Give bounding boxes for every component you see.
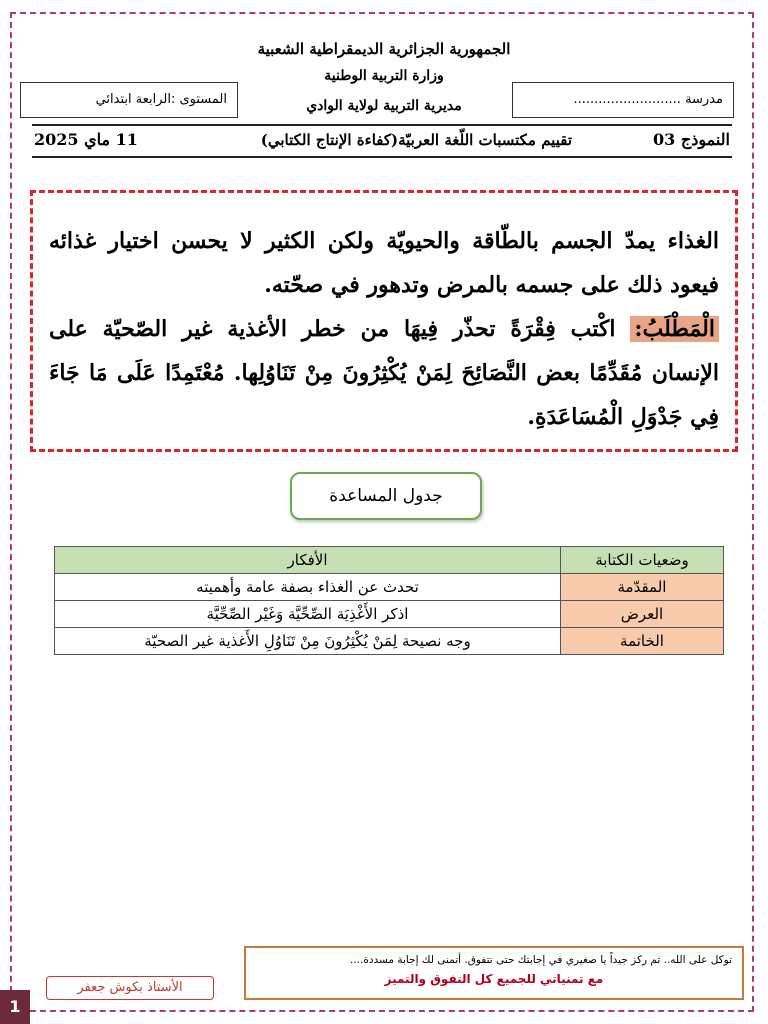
- encouragement-line: توكل على الله.. ثم ركز جيداً يا صغيري في إجابتك حتى تتفوق. أتمنى لك إجابة مسددة....: [349, 954, 732, 966]
- wishes-line: مع تمنياتي للجميع كل التفوق والتميز: [384, 972, 604, 986]
- requirement-text: اكْتب فِقْرَةً تحذّر فِيهَا من خطر الأغذية غير الصّحيّة على الإنسان مُقَدِّمًا بعض النَّصَائِحَ لِمَنْ يُكْثِرُونَ مِنْ تَنَاوُلِها. مُعْتَمِدًا عَلَى مَا جَاءَ فِي جَدْوَلِ الْمُسَاعَدَةِ.: [49, 316, 719, 430]
- requirement-label: الْمَطْلَبُ:: [630, 316, 719, 342]
- help-table-title: جدول المساعدة: [290, 472, 482, 520]
- school-field: مدرسة ..........................: [512, 82, 734, 118]
- table-row: [55, 601, 724, 628]
- directorate-heading: مديرية التربية لولاية الوادي: [306, 98, 462, 114]
- task-requirement: [49, 307, 719, 439]
- idea-cell: وجه نصيحة لِمَنْ يُكْثِرُونَ مِنْ تَنَاوُلِ الأَغذية غير الصحيّة: [55, 628, 561, 655]
- situation-cell: المقدّمة: [561, 574, 724, 601]
- header-situations: وضعيات الكتابة: [561, 547, 724, 574]
- title-row: [32, 126, 732, 156]
- title-bottom-rule: [32, 156, 732, 158]
- teacher-name: الأستاذ بكوش جعفر: [46, 976, 214, 1000]
- idea-cell: تحدث عن الغذاء بصفة عامة وأهميته: [55, 574, 561, 601]
- idea-cell: اذكر الأَغْذِيَة الصِّحِّيَّة وَغَيْر الصِّحِّيَّة: [55, 601, 561, 628]
- republic-heading: الجمهورية الجزائرية الديمقراطية الشعبية: [257, 40, 511, 58]
- exam-subject: تقييم مكتسبات اللّغة العربيّة(كفاءة الإنتاج الكتابي): [260, 131, 572, 149]
- encouragement-box: [244, 946, 744, 1000]
- task-paragraph: الغذاء يمدّ الجسم بالطّاقة والحيويّة ولكن الكثير لا يحسن اختيار غذائه فيعود ذلك على جسمه بالمرض وتدهور في صحّته.: [49, 228, 719, 298]
- level-field: المستوى :الرابعة ابتدائي: [20, 82, 238, 118]
- model-number: النموذج 03: [653, 130, 730, 149]
- header-ideas: الأفكار: [55, 547, 561, 574]
- help-table: [54, 546, 724, 655]
- table-row: [55, 574, 724, 601]
- ministry-heading: وزارة التربية الوطنية: [324, 68, 444, 84]
- table-row: [55, 628, 724, 655]
- situation-cell: الخاتمة: [561, 628, 724, 655]
- situation-cell: العرض: [561, 601, 724, 628]
- exam-date: 11 ماي 2025: [34, 130, 138, 149]
- task-box: [30, 190, 738, 452]
- page-number: 1: [0, 990, 30, 1024]
